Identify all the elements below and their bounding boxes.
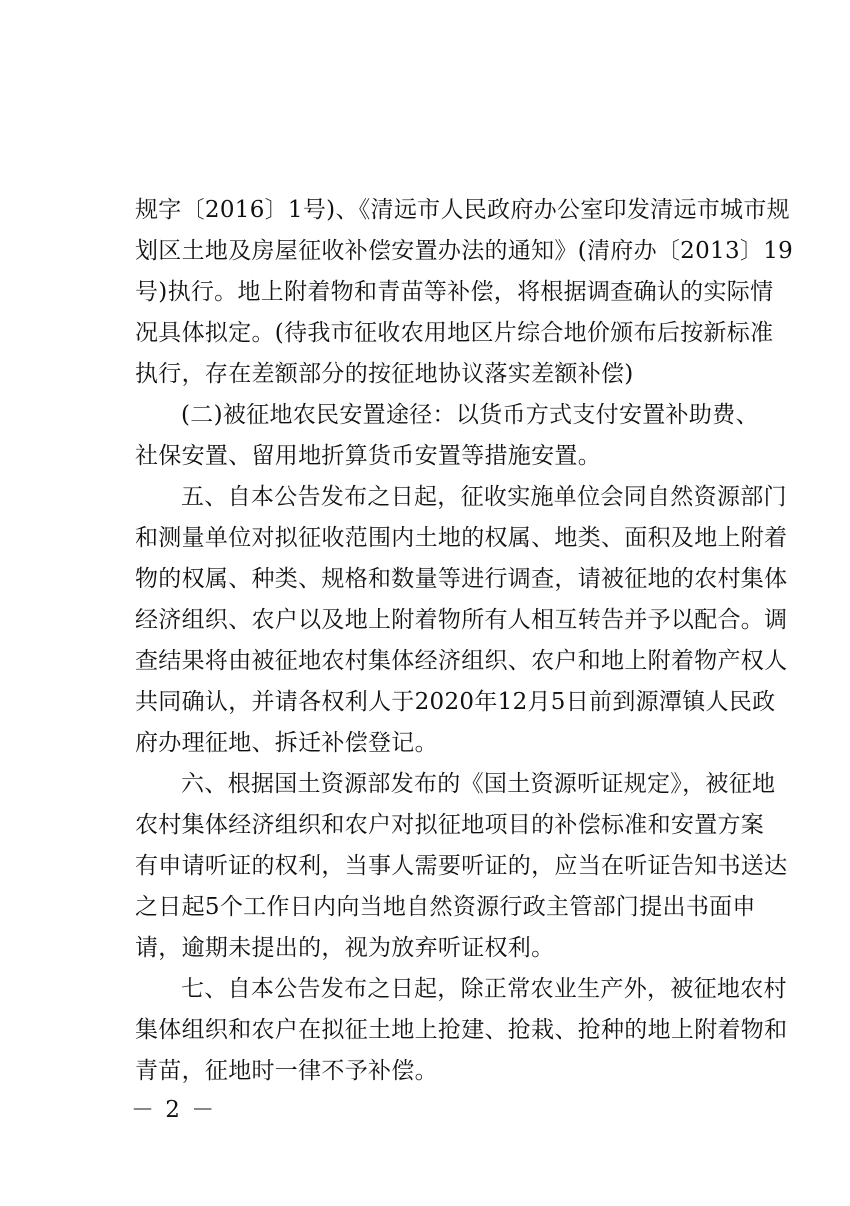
paragraph-line: (二)被征地农民安置途径：以货币方式支付安置补助费、: [181, 402, 759, 428]
paragraph-line: 和测量单位对拟征收范围内土地的权属、地类、面积及地上附着: [135, 525, 788, 551]
paragraph-line: 社保安置、留用地折算货币安置等措施安置。: [135, 443, 601, 469]
paragraph-line: 况具体拟定。(待我市征收农用地区片综合地价颁布后按新标准: [135, 320, 774, 346]
paragraph-line: 请，逾期未提出的，视为放弃听证权利。: [135, 935, 555, 961]
paragraph-line: 有申请听证的权利，当事人需要听证的，应当在听证告知书送达: [135, 853, 788, 879]
page-number: － 2 －: [131, 1097, 217, 1123]
paragraph-line: 六、根据国土资源部发布的《国土资源听证规定》，被征地: [181, 771, 776, 797]
paragraph-line: 集体组织和农户在拟征土地上抢建、抢栽、抢种的地上附着物和: [135, 1017, 788, 1043]
paragraph-line: 经济组织、农户以及地上附着物所有人相互转告并予以配合。调: [135, 607, 788, 633]
paragraph-line: 七、自本公告发布之日起，除正常农业生产外，被征地农村: [181, 976, 787, 1002]
paragraph-line: 号)执行。地上附着物和青苗等补偿，将根据调查确认的实际情: [135, 279, 774, 305]
paragraph-line: 规字〔2016〕1号)、《清远市人民政府办公室印发清远市城市规: [135, 197, 790, 223]
paragraph-line: 农村集体经济组织和农户对拟征地项目的补偿标准和安置方案: [135, 812, 765, 838]
paragraph-line: 五、自本公告发布之日起，征收实施单位会同自然资源部门: [181, 484, 787, 510]
paragraph-line: 青苗，征地时一律不予补偿。: [135, 1058, 438, 1084]
paragraph-line: 共同确认，并请各权利人于2020年12月5日前到源潭镇人民政: [135, 689, 776, 715]
paragraph-line: 执行，存在差额部分的按征地协议落实差额补偿): [135, 361, 634, 387]
paragraph-line: 府办理征地、拆迁补偿登记。: [135, 730, 438, 756]
paragraph-line: 物的权属、种类、规格和数量等进行调查，请被征地的农村集体: [135, 566, 788, 592]
paragraph-line: 查结果将由被征地农村集体经济组织、农户和地上附着物产权人: [135, 648, 788, 674]
paragraph-line: 之日起5个工作日内向当地自然资源行政主管部门提出书面申: [135, 894, 756, 920]
paragraph-line: 划区土地及房屋征收补偿安置办法的通知》(清府办〔2013〕19: [135, 238, 794, 264]
